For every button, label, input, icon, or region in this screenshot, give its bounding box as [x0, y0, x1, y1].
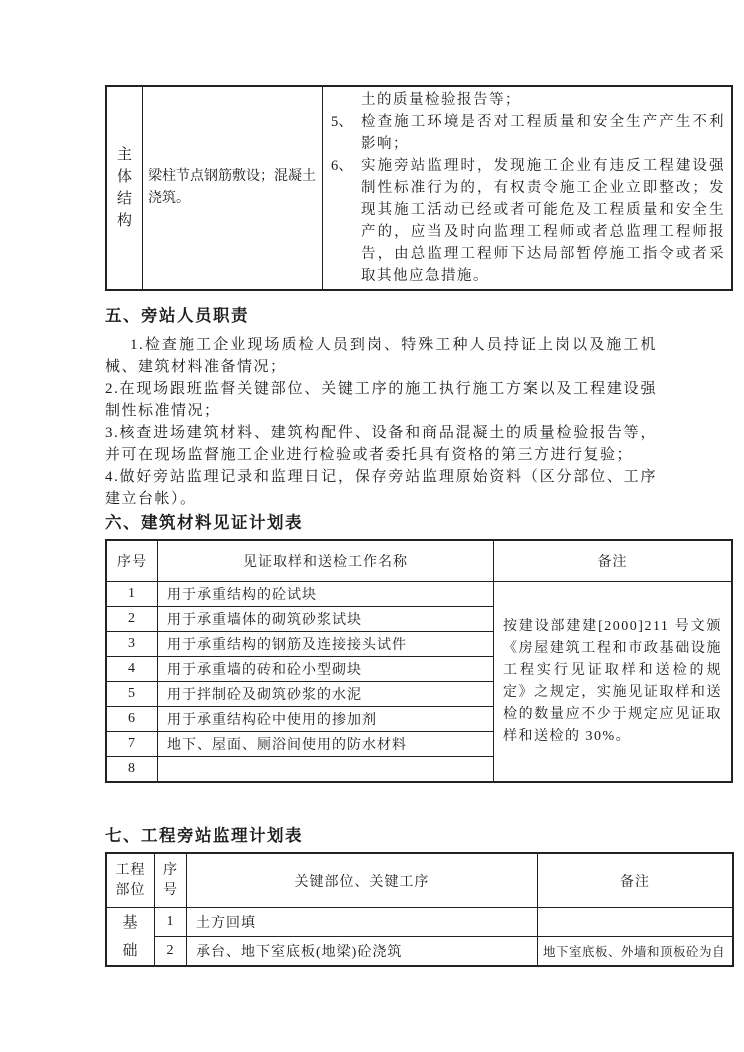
witness-sampling-table	[105, 539, 733, 783]
section-5-heading: 五、旁站人员职责	[105, 306, 249, 325]
table-row	[106, 86, 732, 290]
project-part-cell	[106, 86, 143, 290]
row-no: 6	[106, 707, 158, 732]
table-row	[106, 937, 733, 967]
duties-list	[323, 87, 731, 289]
remark-merged-cell: 按建设部建建[2000]211 号文颁《房屋建筑工程和市政基础设施工程实行见证取样和送检的规定》之规定，实施见证取样和送检的数量应不少于规定应见证取样和送检的 30%。	[494, 582, 733, 783]
col-header-key: 关键部位、关键工序	[187, 853, 538, 908]
row-no: 7	[106, 732, 158, 757]
row-name: 用于拌制砼及砌筑砂浆的水泥	[158, 682, 494, 707]
key-process-text: 梁柱节点钢筋敷设；混凝土浇筑。	[148, 169, 316, 206]
duty-text: 土的质量检验报告等；	[361, 92, 521, 108]
part-label: 基础	[122, 914, 139, 959]
col-header-remark: 备注	[494, 540, 733, 582]
col-header-no: 序号	[106, 540, 158, 582]
row-no: 8	[106, 757, 158, 783]
row-no: 4	[106, 657, 158, 682]
row-no: 3	[106, 632, 158, 657]
duty-item-6	[331, 155, 725, 287]
row-no: 1	[155, 908, 187, 937]
table-header-row	[106, 540, 732, 582]
row-remark: 地下室底板、外墙和顶板砼为自	[538, 937, 734, 967]
col-header-no	[155, 853, 187, 908]
duty-text: 实施旁站监理时，发现施工企业有违反工程建设强制性标准行为的，有权责令施工企业立即整改；发现其施工活动已经或者可能危及工程质量和安全生产的，应当及时向监理工程师或者总监理工程师报告，由总监理工程师下达局部暂停施工指令或者采取其他应急措施。	[361, 158, 725, 284]
duty-paragraph-4: 4.做好旁站监理记录和监理日记，保存旁站监理原始资料（区分部位、工序建立台帐）。	[105, 469, 657, 507]
col-header-part-label: 工程部位	[115, 862, 146, 898]
duty-paragraph-3: 3.核查进场建筑材料、建筑构配件、设备和商品混凝土的质量检验报告等，并可在现场监督施工企业进行检验或者委托具有资格的第三方进行复验；	[105, 425, 657, 463]
row-remark	[538, 908, 734, 937]
duty-marker	[331, 89, 361, 111]
key-process-cell	[143, 86, 323, 290]
row-name: 用于承重结构的砼试块	[158, 582, 494, 607]
section-5-body	[105, 334, 657, 510]
duty-item-5	[331, 111, 725, 155]
row-name: 用于承重结构的钢筋及连接接头试件	[158, 632, 494, 657]
table-row	[106, 582, 732, 607]
col-header-name: 见证取样和送检工作名称	[158, 540, 494, 582]
duty-text: 检查施工环境是否对工程质量和安全生产产生不利影响；	[361, 114, 725, 152]
section-7-heading: 七、工程旁站监理计划表	[105, 826, 303, 845]
table-row	[106, 908, 733, 937]
duty-paragraph-2: 2.在现场跟班监督关键部位、关键工序的施工执行施工方案以及工程建设强制性标准情况；	[105, 381, 657, 419]
project-part-label: 主体结构	[116, 147, 132, 229]
col-header-part	[106, 853, 155, 908]
side-station-duty-table	[105, 85, 733, 291]
row-name: 用于承重墙体的砌筑砂浆试块	[158, 607, 494, 632]
duty-marker: 5、	[331, 114, 353, 130]
row-no: 5	[106, 682, 158, 707]
supervisor-duties-cell	[323, 86, 733, 290]
row-name: 地下、屋面、厕浴间使用的防水材料	[158, 732, 494, 757]
section-6-heading: 六、建筑材料见证计划表	[105, 513, 303, 532]
row-name: 用于承重墙的砖和砼小型砌块	[158, 657, 494, 682]
col-header-remark: 备注	[538, 853, 734, 908]
col-header-no-label: 序号	[163, 862, 178, 898]
row-name: 用于承重结构砼中使用的掺加剂	[158, 707, 494, 732]
row-key: 土方回填	[187, 908, 538, 937]
row-key: 承台、地下室底板(地梁)砼浇筑	[187, 937, 538, 967]
duty-paragraph-1: 1.检查施工企业现场质检人员到岗、特殊工种人员持证上岗以及施工机械、建筑材料准备情况；	[105, 337, 657, 375]
duty-marker: 6、	[331, 158, 353, 174]
row-no: 2	[106, 607, 158, 632]
row-name	[158, 757, 494, 783]
row-no: 2	[155, 937, 187, 967]
table-header-row	[106, 853, 733, 908]
part-merged-cell	[106, 908, 155, 967]
row-no: 1	[106, 582, 158, 607]
side-station-plan-table	[105, 852, 734, 967]
duty-item-continued	[331, 89, 725, 111]
